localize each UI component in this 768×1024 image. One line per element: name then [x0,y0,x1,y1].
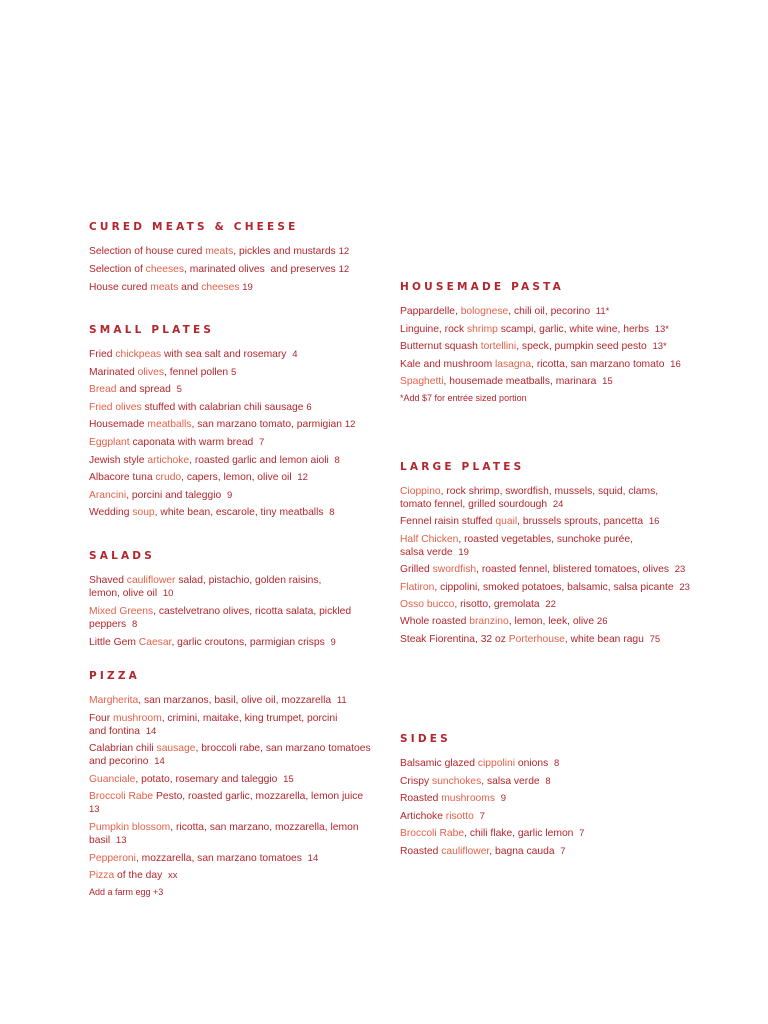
item-text: Fennel raisin stuffed [400,516,496,528]
menu-item [89,366,379,379]
menu-item [400,533,700,559]
price: 4 [292,349,298,360]
item-text: , garlic croutons, parmigian crisps [171,637,331,648]
highlighted-ingredient: mushrooms [441,793,496,805]
menu-list [89,348,379,519]
menu-item [400,775,700,788]
highlighted-ingredient: Mixed Greens [89,606,154,617]
menu-item [89,454,379,467]
price: 7 [560,845,566,857]
item-text: , risotto, gremolata [454,598,546,610]
price: 13 [115,834,127,846]
item-text: Crispy [400,775,433,787]
item-text: , chili flake, garlic lemon [464,828,580,840]
highlighted-ingredient: Guanciale [89,773,136,785]
item-text: stuffed with calabrian chili sausage [141,401,307,413]
item-text: , white bean ragu [564,633,650,645]
item-text: House cured [89,282,151,293]
menu-item [400,485,700,511]
highlighted-ingredient: Eggplant [89,436,130,448]
menu-list [89,694,379,882]
highlighted-ingredient: mushroom [113,712,162,724]
menu-item [89,245,379,258]
item-text: onions [515,758,554,769]
menu-item [89,263,379,276]
highlighted-ingredient: swordfish [432,564,477,576]
highlighted-ingredient: risotto [445,810,474,822]
item-text: , bagna cauda [489,845,561,857]
item-text: Housemade [89,419,148,431]
price: 16 [648,516,660,528]
item-text: Artichoke [400,810,446,822]
menu-item [89,281,379,294]
price: 9 [226,489,233,501]
item-text: , salsa verde [481,775,546,787]
item-text: , capers, lemon, olive oil [181,472,298,484]
highlighted-ingredient: Pumpkin blossom [89,821,171,833]
menu-item [89,436,379,449]
price: 14 [154,756,165,768]
menu-item [89,790,379,816]
menu-item [89,489,379,502]
price: 6 [306,401,312,413]
item-text: salad, pistachio, golden raisins, lemon, olive oil [89,575,322,599]
price: 11* [595,306,610,317]
item-text: , speck, pumpkin seed pesto [516,341,653,353]
section-heading: HOUSEMADE PASTA [400,281,564,293]
salads-section [89,550,379,649]
item-text: , potato, rosemary and taleggio [135,773,284,785]
item-text: Pesto, roasted garlic, mozzarella, lemon juice [153,791,369,803]
highlighted-ingredient: Cioppino [400,486,441,497]
highlighted-ingredient: Spaghetti [400,376,444,388]
highlighted-ingredient: Margherita [89,695,139,706]
menu-item [400,757,700,770]
item-text: , san marzanos, basil, olive oil, mozzarella [138,695,337,706]
item-text: , rock shrimp, swordfish, mussels, squid, clams, tomato fennel, grilled sourdough [400,486,659,510]
menu-item [89,636,379,649]
menu-item [89,852,379,865]
item-text: Steak Fiorentina, 32 oz [400,633,509,645]
menu-item [400,340,700,353]
item-text: , roasted fennel, blistered tomatoes, olives [476,564,675,576]
sides-section [400,733,700,858]
price: 8 [545,775,551,787]
item-text: , housemade meatballs, marinara [443,376,603,388]
price: 75 [649,633,661,645]
menu-list [89,574,379,649]
item-text: Pappardelle, [400,306,461,317]
menu-list [400,305,700,388]
item-text: Little Gem [89,637,139,648]
item-text: Selection of house cured [89,246,206,257]
pizza-section [89,670,379,898]
item-text: Whole roasted [400,616,470,628]
item-text: caponata with warm bread [129,436,260,448]
highlighted-ingredient: sunchokes [432,775,482,787]
highlighted-ingredient: cheeses [145,264,185,275]
menu-item [400,598,700,611]
price: 16 [670,358,681,370]
menu-item [400,358,700,371]
item-text: Butternut squash [400,341,481,353]
item-text: with sea salt and rosemary [161,349,293,360]
price: 22 [545,598,556,610]
item-text: , fennel pollen [163,366,231,378]
item-text: Linguine, rock [400,323,467,335]
item-text: , mozzarella, san marzano tomatoes [135,852,308,864]
price: 11 [336,695,347,706]
menu-item [89,574,379,600]
price: xx [168,870,178,882]
small-plates-section [89,324,379,519]
menu-item [400,581,700,594]
price: 19 [239,282,253,293]
item-text: , chili oil, pecorino [508,306,596,317]
menu-item [89,506,379,519]
item-text: , broccoli rabe, san marzano tomatoes and pecorino [89,743,371,768]
menu-item [89,383,379,396]
item-text: Roasted [400,845,442,857]
price: 23 [679,581,690,593]
price: 24 [552,499,564,510]
item-text: Jewish style [89,454,148,466]
highlighted-ingredient: Half Chicken [400,533,459,545]
menu-item [89,694,379,707]
item-text: , roasted garlic and lemon aioli [189,454,335,466]
highlighted-ingredient: meats [205,246,234,257]
menu-item [89,348,379,361]
price: 9 [330,637,336,648]
price: 5 [230,366,237,378]
item-text: , san marzano tomato, parmigian [191,419,345,431]
menu-item [89,821,379,847]
menu-item [400,323,700,336]
menu-item [400,845,700,858]
price: 12 [338,264,350,275]
price: 5 [176,384,182,396]
item-text: Shaved [89,575,127,586]
highlighted-ingredient: Broccoli Rabe [400,828,465,840]
item-text: Fried [89,349,116,360]
item-text: scampi, garlic, white wine, herbs [497,323,655,335]
highlighted-ingredient: soup [132,507,155,519]
highlighted-ingredient: cauliflower [441,845,490,857]
highlighted-ingredient: Fried olives [89,401,142,413]
price: 9 [500,793,507,805]
pasta-note: *Add $7 for entrée sized portion [400,393,527,404]
menu-item [400,375,700,388]
price: 19 [458,546,469,558]
menu-list [400,757,700,858]
item-text: , crimini, maitake, king trumpet, porcini and fontina [89,712,338,737]
highlighted-ingredient: lasagna [495,358,532,370]
section-heading: SALADS [89,550,155,562]
price: 8 [554,758,560,769]
price: 12 [297,472,308,484]
menu-item [89,742,379,768]
menu-item [400,305,700,318]
item-text: , pickles and mustards [233,246,339,257]
item-text: Roasted [400,793,442,805]
item-text: Albacore tuna [89,472,156,484]
menu-list [89,245,379,294]
highlighted-ingredient: sausage [156,743,196,755]
housemade-pasta-section [400,281,700,404]
menu-item [400,810,700,823]
menu-item [89,605,379,631]
item-text: of the day [114,870,168,882]
menu-item [400,792,700,805]
highlighted-ingredient: olives [137,366,164,378]
menu-item [89,712,379,738]
menu-item [400,827,700,840]
menu-item [89,869,379,882]
section-heading: SMALL PLATES [89,324,215,336]
price: 8 [329,507,335,519]
highlighted-ingredient: Pizza [89,870,115,882]
item-text: , white bean, escarole, tiny meatballs [154,507,330,519]
price: 10 [162,588,174,599]
item-text: Grilled [400,564,433,576]
section-heading: CURED MEATS & CHEESE [89,221,299,233]
price: 12 [344,419,356,431]
highlighted-ingredient: Porterhouse [508,633,565,645]
price: 8 [131,619,138,630]
highlighted-ingredient: meats [150,282,179,293]
item-text: , ricotta, san marzano tomato [531,358,671,370]
highlighted-ingredient: cippolini [477,758,516,769]
price: 13 [89,804,100,816]
item-text: Marinated [89,366,138,378]
price: 8 [334,454,340,466]
price: 7 [579,828,585,840]
highlighted-ingredient: cheeses [201,282,240,293]
highlighted-ingredient: bolognese [460,306,509,317]
large-plates-section [400,461,700,646]
highlighted-ingredient: Arancini [89,489,127,501]
price: 14 [307,852,319,864]
highlighted-ingredient: Flatiron [400,581,435,593]
section-heading: LARGE PLATES [400,461,525,473]
price: 13* [654,323,669,335]
item-text: Wedding [89,507,133,519]
highlighted-ingredient: Caesar [138,637,172,648]
highlighted-ingredient: Bread [89,384,117,396]
item-text: , porcini and taleggio [126,489,227,501]
menu-item [89,401,379,414]
menu-item [400,633,700,646]
price: 7 [479,810,485,822]
highlighted-ingredient: Pepperoni [89,852,136,864]
highlighted-ingredient: quail [495,516,518,528]
pizza-note: Add a farm egg +3 [89,887,164,898]
highlighted-ingredient: crudo [155,472,182,484]
menu-item [89,418,379,431]
price: 13* [652,341,667,353]
menu-item [400,615,700,628]
price: 7 [259,436,265,448]
price: 14 [145,725,157,737]
price: 15 [602,376,613,388]
item-text: , brussels sprouts, pancetta [517,516,649,528]
section-heading: PIZZA [89,670,140,682]
highlighted-ingredient: cauliflower [126,575,176,586]
highlighted-ingredient: tortellini [480,341,517,353]
highlighted-ingredient: branzino [469,616,509,628]
item-text: Four [89,712,114,724]
item-text: , castelvetrano olives, ricotta salata, pickled peppers [89,606,352,630]
menu-list [400,485,700,646]
price: 12 [338,246,350,257]
highlighted-ingredient: chickpeas [115,349,162,360]
item-text: , roasted vegetables, sunchoke purée, salsa verde [400,533,633,558]
item-text: and spread [116,384,177,396]
section-heading: SIDES [400,733,451,745]
price: 23 [674,564,686,576]
menu-item [400,563,700,576]
price: 15 [283,773,294,785]
menu-item [400,515,700,528]
highlighted-ingredient: Broccoli Rabe [89,791,154,803]
highlighted-ingredient: shrimp [466,323,498,335]
menu-item [89,773,379,786]
price: 26 [596,616,608,628]
item-text: and [178,282,202,293]
highlighted-ingredient: meatballs [147,419,192,431]
item-text: Kale and mushroom [400,358,496,370]
cured-meats-section [89,221,379,294]
item-text: , ricotta, san marzano, mozzarella, lemon basil [89,821,359,846]
item-text: Balsamic glazed [400,758,478,769]
highlighted-ingredient: Osso bucco [400,598,455,610]
menu-item [89,471,379,484]
item-text: Selection of [89,264,146,275]
item-text: , marinated olives and preserves [184,264,339,275]
item-text: Calabrian chili [89,743,157,755]
item-text: , cippolini, smoked potatoes, balsamic, salsa picante [434,581,680,593]
highlighted-ingredient: artichoke [147,454,190,466]
item-text: , lemon, leek, olive [508,616,597,628]
